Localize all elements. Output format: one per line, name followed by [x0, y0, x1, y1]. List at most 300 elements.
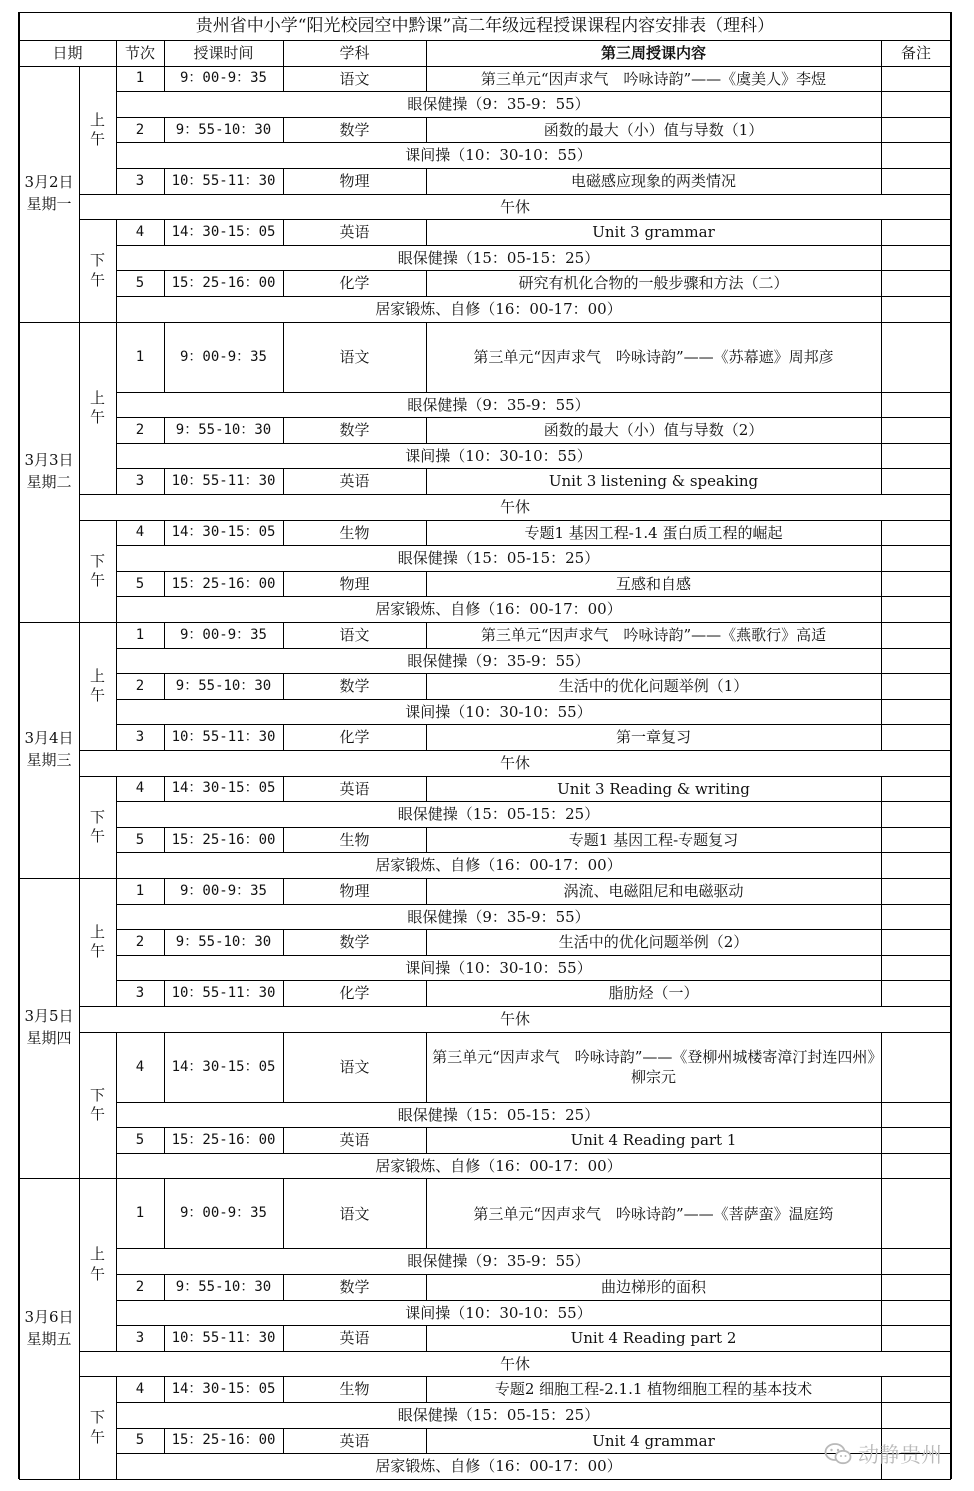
subject-cell: 数学 [339, 421, 370, 440]
lesson-content: 第三单元“因声求气 吟咏诗韵”——《菩萨蛮》温庭筠 [473, 1204, 834, 1223]
grid-line [116, 91, 951, 92]
grid-line [164, 322, 165, 392]
grid-line [881, 1032, 882, 1102]
grid-line [283, 776, 284, 802]
grid-line [426, 220, 427, 246]
grid-line [116, 1300, 951, 1301]
break-row: 眼保健操（9：35-9：55） [407, 395, 590, 414]
class-time: 9：00-9：35 [179, 70, 267, 87]
period-number: 5 [135, 275, 145, 292]
grid-line [116, 520, 951, 521]
grid-line [426, 878, 427, 904]
half-day-pm: 下午 [89, 807, 105, 846]
day-date: 3月2日 [24, 172, 74, 191]
grid-line [79, 750, 116, 751]
grid-line [116, 142, 951, 143]
grid-line [881, 1179, 882, 1249]
period-number: 3 [135, 172, 145, 189]
grid-line [881, 1300, 882, 1326]
grid-line [116, 699, 951, 700]
grid-line [283, 827, 284, 853]
grid-line [426, 418, 427, 444]
class-time: 9：55-10：30 [175, 1278, 272, 1295]
grid-line [79, 750, 951, 751]
break-row: 课间操（10：30-10：55） [405, 958, 592, 977]
lesson-content: 第一章复习 [615, 728, 691, 747]
grid-line [19, 66, 951, 67]
grid-line [426, 1326, 427, 1352]
break-row: 眼保健操（9：35-9：55） [407, 907, 590, 926]
lesson-content: 专题1 基因工程-1.4 蛋白质工程的崛起 [524, 523, 783, 542]
grid-line [283, 1326, 284, 1352]
grid-line [426, 469, 427, 495]
subject-cell: 物理 [339, 882, 370, 901]
lesson-content: Unit 4 grammar [592, 1431, 715, 1450]
grid-line [79, 494, 116, 495]
period-number: 3 [135, 729, 145, 746]
grid-line [164, 469, 165, 495]
grid-line [116, 245, 951, 246]
grid-line [116, 1428, 951, 1429]
lesson-content: 函数的最大（小）值与导数（2） [543, 421, 764, 440]
class-time: 10：55-11：30 [171, 1329, 276, 1346]
grid-line [881, 571, 882, 597]
grid-line [164, 1377, 165, 1403]
subject-cell: 语文 [339, 1057, 370, 1076]
wechat-icon [824, 1442, 852, 1466]
grid-line [164, 725, 165, 751]
class-time: 15：25-16：00 [171, 275, 276, 292]
grid-line [426, 776, 427, 802]
header-period: 节次 [124, 43, 155, 62]
period-number: 4 [135, 524, 145, 541]
grid-line [881, 930, 882, 956]
period-number: 4 [135, 780, 145, 797]
grid-line [881, 597, 882, 623]
half-day-pm: 下午 [89, 551, 105, 590]
grid-line [18, 12, 20, 1479]
subject-cell: 英语 [339, 1431, 370, 1450]
day-date: 3月4日 [24, 729, 74, 748]
half-day-am: 上午 [89, 110, 105, 148]
grid-line [79, 622, 80, 878]
grid-line [164, 930, 165, 956]
grid-line [79, 520, 116, 521]
class-time: 14：30-15：05 [171, 524, 276, 541]
grid-line [79, 776, 116, 777]
day-weekday: 星期四 [26, 1029, 72, 1048]
grid-line [116, 1376, 951, 1377]
grid-line [116, 673, 951, 674]
subject-cell: 生物 [339, 830, 370, 849]
grid-line [881, 220, 882, 246]
grid-line [164, 1274, 165, 1300]
period-number: 5 [135, 831, 145, 848]
class-time: 9：55-10：30 [175, 421, 272, 438]
period-number: 3 [135, 985, 145, 1002]
grid-line [283, 469, 284, 495]
day-weekday: 星期五 [26, 1329, 72, 1348]
grid-line [116, 392, 951, 393]
grid-line [116, 776, 951, 777]
grid-line [881, 443, 882, 469]
grid-line [881, 1102, 882, 1128]
grid-line [164, 1326, 165, 1352]
period-number: 2 [135, 421, 145, 438]
subject-cell: 化学 [339, 274, 370, 293]
grid-line [426, 1377, 427, 1403]
lesson-content: 生活中的优化问题举例（2） [558, 933, 749, 952]
grid-line [164, 1179, 165, 1249]
lesson-content: 专题1 基因工程-专题复习 [568, 830, 739, 849]
lesson-content: 涡流、电磁阻尼和电磁驱动 [563, 882, 744, 901]
break-row: 居家锻炼、自修（16：00-17：00） [375, 1457, 622, 1476]
grid-line [164, 117, 165, 143]
grid-line [881, 622, 882, 648]
class-time: 15：25-16：00 [171, 1131, 276, 1148]
grid-line [116, 417, 951, 418]
break-row: 课间操（10：30-10：55） [405, 146, 592, 165]
lesson-content: 函数的最大（小）值与导数（1） [543, 120, 764, 139]
period-number: 4 [135, 1381, 145, 1398]
break-row: 眼保健操（15：05-15：25） [397, 1406, 600, 1425]
grid-line [164, 622, 165, 648]
grid-line [881, 546, 882, 572]
grid-line [426, 117, 427, 143]
grid-line [283, 1032, 284, 1102]
grid-line [283, 1274, 284, 1300]
grid-line [881, 296, 882, 322]
grid-line [426, 1274, 427, 1300]
grid-line [881, 776, 882, 802]
grid-line [79, 878, 80, 1178]
grid-line [881, 245, 882, 271]
grid-line [881, 1249, 882, 1275]
grid-line [164, 66, 165, 92]
period-number: 3 [135, 473, 145, 490]
lesson-content: 研究有机化合物的一般步骤和方法（二） [518, 274, 789, 293]
break-row: 居家锻炼、自修（16：00-17：00） [375, 856, 622, 875]
grid-line [283, 725, 284, 751]
grid-line [19, 12, 951, 13]
half-day-am: 上午 [89, 388, 105, 427]
grid-line [164, 776, 165, 802]
subject-cell: 语文 [339, 69, 370, 88]
subject-cell: 物理 [339, 574, 370, 593]
grid-line [881, 40, 882, 66]
grid-line [116, 827, 951, 828]
grid-line [881, 1274, 882, 1300]
grid-line [116, 545, 951, 546]
subject-cell: 英语 [339, 223, 370, 242]
grid-line [881, 981, 882, 1007]
period-number: 3 [135, 1329, 145, 1346]
lesson-content: Unit 4 Reading part 2 [570, 1329, 737, 1348]
grid-line [164, 674, 165, 700]
grid-line [950, 12, 952, 1479]
day-weekday: 星期二 [26, 473, 72, 492]
grid-line [164, 220, 165, 246]
period-number: 5 [135, 1131, 145, 1148]
class-time: 9：55-10：30 [175, 933, 272, 950]
subject-cell: 数学 [339, 120, 370, 139]
grid-line [79, 494, 951, 495]
grid-line [79, 1351, 951, 1352]
period-number: 1 [135, 1205, 145, 1222]
grid-line [426, 725, 427, 751]
grid-line [79, 1006, 116, 1007]
period-number: 1 [135, 348, 145, 365]
noon-break-row: 午休 [499, 197, 530, 216]
class-time: 10：55-11：30 [171, 985, 276, 1002]
class-time: 9：55-10：30 [175, 677, 272, 694]
break-row: 居家锻炼、自修（16：00-17：00） [375, 1156, 622, 1175]
grid-line [116, 1127, 951, 1128]
subject-cell: 化学 [339, 984, 370, 1003]
grid-line [164, 271, 165, 297]
period-number: 2 [135, 1278, 145, 1295]
grid-line [881, 1128, 882, 1154]
grid-line [116, 296, 951, 297]
class-time: 15：25-16：00 [171, 1432, 276, 1449]
grid-line [79, 1006, 951, 1007]
grid-line [116, 40, 117, 66]
grid-line [881, 904, 882, 930]
half-day-pm: 下午 [89, 1408, 105, 1446]
subject-cell: 生物 [339, 523, 370, 542]
grid-line [116, 724, 951, 725]
grid-line [116, 1248, 951, 1249]
class-time: 9：00-9：35 [179, 882, 267, 899]
period-number: 1 [135, 70, 145, 87]
break-row: 眼保健操（9：35-9：55） [407, 95, 590, 114]
class-time: 10：55-11：30 [171, 729, 276, 746]
grid-line [164, 1428, 165, 1454]
class-time: 15：25-16：00 [171, 575, 276, 592]
grid-line [881, 469, 882, 495]
header-date: 日期 [52, 43, 83, 62]
grid-line [881, 117, 882, 143]
grid-line [881, 1326, 882, 1352]
period-number: 5 [135, 1432, 145, 1449]
grid-line [426, 981, 427, 1007]
grid-line [881, 520, 882, 546]
day-weekday: 星期三 [26, 751, 72, 770]
class-time: 9：00-9：35 [179, 348, 267, 365]
grid-line [164, 520, 165, 546]
subject-cell: 语文 [339, 1204, 370, 1223]
grid-line [79, 194, 951, 195]
grid-line [881, 725, 882, 751]
grid-line [881, 853, 882, 879]
grid-line [116, 270, 951, 271]
subject-cell: 数学 [339, 677, 370, 696]
grid-line [881, 1153, 882, 1179]
grid-line [283, 1428, 284, 1454]
grid-line [426, 930, 427, 956]
class-time: 14：30-15：05 [171, 1381, 276, 1398]
class-time: 10：55-11：30 [171, 172, 276, 189]
day-date: 3月5日 [24, 1007, 74, 1026]
half-day-am: 上午 [89, 666, 105, 705]
header-content: 第三周授课内容 [600, 43, 706, 62]
lesson-content: 脂肪烃（一） [608, 984, 699, 1003]
subject-cell: 英语 [339, 472, 370, 491]
class-time: 9：00-9：35 [179, 1205, 267, 1222]
grid-line [19, 322, 951, 323]
grid-line [19, 1178, 951, 1179]
lesson-content: Unit 4 Reading part 1 [570, 1131, 737, 1150]
period-number: 2 [135, 677, 145, 694]
noon-break-row: 午休 [499, 1010, 530, 1029]
subject-cell: 化学 [339, 728, 370, 747]
grid-line [283, 674, 284, 700]
grid-line [79, 194, 116, 195]
lesson-content: Unit 3 listening & speaking [548, 472, 759, 491]
grid-line [116, 168, 951, 169]
grid-line [164, 168, 165, 194]
period-number: 1 [135, 882, 145, 899]
grid-line [164, 1032, 165, 1102]
grid-line [426, 271, 427, 297]
lesson-content: Unit 3 Reading & writing [557, 779, 750, 798]
grid-line [881, 802, 882, 828]
lesson-content: 曲边梯形的面积 [600, 1278, 706, 1297]
grid-line [116, 955, 951, 956]
class-time: 9：55-10：30 [175, 121, 272, 138]
grid-line [164, 981, 165, 1007]
lesson-content: 电磁感应现象的两类情况 [570, 172, 736, 191]
watermark [824, 1439, 942, 1469]
grid-line [283, 1377, 284, 1403]
grid-line [116, 219, 951, 220]
period-number: 5 [135, 575, 145, 592]
grid-line [283, 878, 284, 904]
class-time: 14：30-15：05 [171, 780, 276, 797]
grid-line [283, 117, 284, 143]
grid-line [79, 1032, 116, 1033]
grid-line [116, 801, 951, 802]
period-number: 4 [135, 223, 145, 240]
grid-line [164, 878, 165, 904]
class-time: 10：55-11：30 [171, 473, 276, 490]
grid-line [426, 827, 427, 853]
grid-line [19, 40, 951, 41]
grid-line [426, 1032, 427, 1102]
lesson-content: Unit 3 grammar [592, 223, 715, 242]
noon-break-row: 午休 [499, 1354, 530, 1373]
grid-line [426, 622, 427, 648]
grid-line [116, 1153, 951, 1154]
watermark-text: 动静贵州 [858, 1443, 942, 1467]
period-number: 2 [135, 933, 145, 950]
lesson-content: 第三单元“因声求气 吟咏诗韵”——《燕歌行》高适 [480, 626, 827, 645]
grid-line [283, 168, 284, 194]
grid-line [881, 322, 882, 392]
grid-line [283, 220, 284, 246]
grid-line [116, 117, 951, 118]
grid-line [426, 40, 427, 66]
break-row: 眼保健操（9：35-9：55） [407, 651, 590, 670]
subject-cell: 语文 [339, 347, 370, 366]
break-row: 课间操（10：30-10：55） [405, 1303, 592, 1322]
noon-break-row: 午休 [499, 498, 530, 517]
grid-line [881, 648, 882, 674]
grid-line [881, 878, 882, 904]
grid-line [283, 271, 284, 297]
half-day-pm: 下午 [89, 251, 105, 289]
break-row: 课间操（10：30-10：55） [405, 702, 592, 721]
grid-line [19, 1479, 951, 1480]
break-row: 眼保健操（15：05-15：25） [397, 805, 600, 824]
grid-line [116, 1325, 951, 1326]
grid-line [881, 66, 882, 92]
subject-cell: 英语 [339, 1329, 370, 1348]
class-time: 14：30-15：05 [171, 1058, 276, 1075]
grid-line [116, 904, 951, 905]
grid-line [116, 468, 951, 469]
day-date: 3月6日 [24, 1307, 74, 1326]
grid-line [881, 1377, 882, 1403]
table-title: 贵州省中小学“阳光校园空中黔课”高二年级远程授课课程内容安排表（理科） [195, 15, 775, 36]
grid-line [79, 322, 80, 622]
break-row: 居家锻炼、自修（16：00-17：00） [375, 300, 622, 319]
grid-line [881, 392, 882, 418]
grid-line [283, 418, 284, 444]
grid-line [426, 1179, 427, 1249]
grid-line [116, 852, 951, 853]
grid-line [79, 1376, 116, 1377]
grid-line [164, 1128, 165, 1154]
grid-line [283, 571, 284, 597]
grid-line [283, 322, 284, 392]
grid-line [79, 219, 116, 220]
grid-line [19, 622, 951, 623]
header-note: 备注 [900, 43, 931, 62]
grid-line [881, 271, 882, 297]
grid-line [116, 1102, 951, 1103]
grid-line [283, 40, 284, 66]
half-day-am: 上午 [89, 1245, 105, 1283]
lesson-content: 第三单元“因声求气 吟咏诗韵”——《登柳州城楼寄漳汀封连四州》柳宗元 [432, 1047, 875, 1086]
subject-cell: 语文 [339, 626, 370, 645]
grid-line [164, 571, 165, 597]
grid-line [881, 1402, 882, 1428]
grid-line [116, 1402, 951, 1403]
break-row: 眼保健操（15：05-15：25） [397, 248, 600, 267]
grid-line [79, 1351, 116, 1352]
class-time: 14：30-15：05 [171, 223, 276, 240]
grid-line [881, 827, 882, 853]
break-row: 眼保健操（9：35-9：55） [407, 1252, 590, 1271]
grid-line [881, 699, 882, 725]
grid-line [283, 981, 284, 1007]
period-number: 4 [135, 1058, 145, 1075]
lesson-content: 生活中的优化问题举例（1） [558, 677, 749, 696]
grid-line [116, 596, 951, 597]
grid-line [283, 622, 284, 648]
day-weekday: 星期一 [26, 194, 72, 213]
break-row: 眼保健操（15：05-15：25） [397, 1105, 600, 1124]
grid-line [426, 674, 427, 700]
grid-line [881, 168, 882, 194]
grid-line [116, 1274, 951, 1275]
grid-line [283, 520, 284, 546]
class-time: 15：25-16：00 [171, 831, 276, 848]
noon-break-row: 午休 [499, 754, 530, 773]
grid-line [283, 1128, 284, 1154]
half-day-pm: 下午 [89, 1085, 105, 1124]
